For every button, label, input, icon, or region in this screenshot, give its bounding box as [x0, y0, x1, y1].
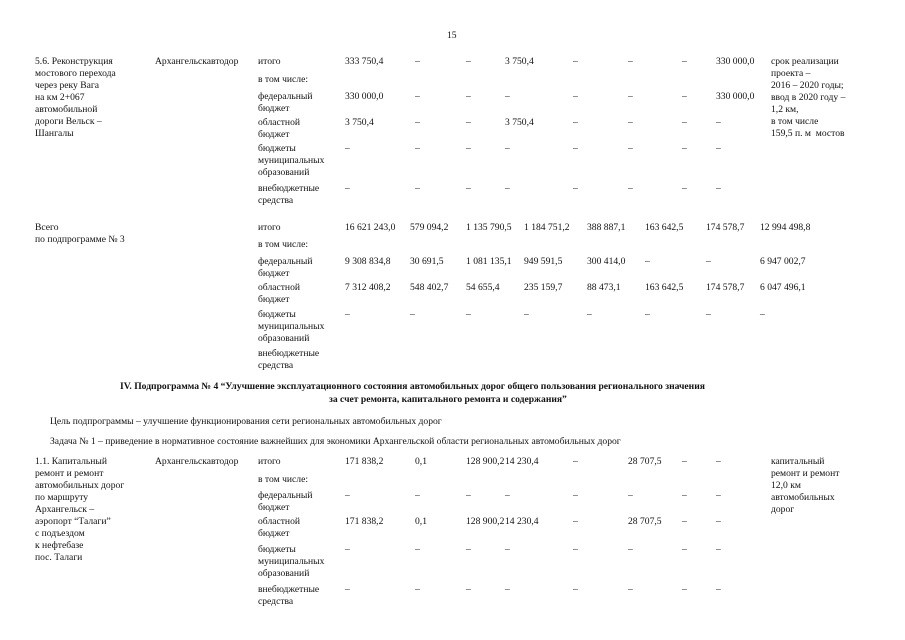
block2-row-label: итого [258, 222, 281, 233]
block2-value-cell: 1 184 751,2 [524, 222, 570, 233]
block3-value-cell: 14 230,4 [505, 456, 539, 467]
block2-value-cell: 163 642,5 [645, 222, 684, 233]
block1-value-cell: – [505, 91, 510, 102]
block3-value-cell: – [682, 516, 687, 527]
block3-value-cell: – [682, 544, 687, 555]
block1-value-cell: 330 000,0 [716, 56, 755, 67]
block3-value-cell: – [573, 584, 578, 595]
page-number: 15 [447, 30, 457, 41]
block2-value-cell: – [587, 309, 592, 320]
block2-value-cell: 7 312 408,2 [345, 282, 391, 293]
block1-value-cell: – [505, 183, 510, 194]
block1-value-cell: – [345, 183, 350, 194]
block1-row-label: внебюджетные средства [258, 183, 320, 206]
block2-value-cell: 300 414,0 [587, 256, 626, 267]
block3-value-cell: – [415, 544, 420, 555]
block1-value-cell: – [573, 56, 578, 67]
block2-value-cell: 235 159,7 [524, 282, 563, 293]
block3-value-cell: – [415, 490, 420, 501]
block1-value-cell: – [466, 143, 471, 154]
block3-row-label: итого [258, 456, 281, 467]
block2-value-cell: 174 578,7 [706, 282, 745, 293]
block3-value-cell: – [628, 584, 633, 595]
block1-value-cell: – [716, 117, 721, 128]
block2-row-label: в том числе: [258, 239, 309, 250]
block3-value-cell: – [573, 544, 578, 555]
block2-value-cell: 6 947 002,7 [760, 256, 806, 267]
block1-value-cell: – [682, 183, 687, 194]
block1-row-label: в том числе: [258, 74, 309, 85]
block2-row-label: областной бюджет [258, 282, 301, 305]
block3-value-cell: – [716, 490, 721, 501]
block1-value-cell: – [628, 143, 633, 154]
block3-value-cell: – [345, 490, 350, 501]
section-title-line1: IV. Подпрограмма № 4 “Улучшение эксплуатационного состояния автомобильных дорог общего пользования регионального значения [120, 381, 705, 392]
block2-value-cell: 1 135 790,5 [466, 222, 512, 233]
block1-value-cell: – [345, 143, 350, 154]
block3-value-cell: 128 900,2 [466, 456, 505, 467]
block3-value-cell: – [573, 490, 578, 501]
block1-value-cell: – [466, 56, 471, 67]
block3-value-cell: – [466, 544, 471, 555]
block1-value-cell: – [415, 183, 420, 194]
block1-value-cell: – [628, 91, 633, 102]
block3-value-cell: 0,1 [415, 516, 427, 527]
block2-value-cell: 1 081 135,1 [466, 256, 512, 267]
block1-measure-name: 5.6. Реконструкция мостового перехода через реку Вага на км 2+067 автомобильной дороги Вельск – Шангалы [35, 56, 116, 139]
block3-value-cell: – [628, 544, 633, 555]
block3-measure-name: 1.1. Капитальный ремонт и ремонт автомобильных дорог по маршруту Архангельск – аэропорт “Талаги” с подъездом к нефтебазе пос. Талаги [35, 456, 125, 563]
block1-value-cell: – [415, 56, 420, 67]
block1-value-cell: 333 750,4 [345, 56, 384, 67]
block3-value-cell: – [505, 544, 510, 555]
block2-value-cell: 163 642,5 [645, 282, 684, 293]
block1-value-cell: – [716, 183, 721, 194]
block1-value-cell: 330 000,0 [345, 91, 384, 102]
block2-value-cell: – [645, 256, 650, 267]
block1-value-cell: – [573, 91, 578, 102]
block1-value-cell: – [682, 56, 687, 67]
block3-result: капитальный ремонт и ремонт 12,0 км автомобильных дорог [771, 456, 840, 515]
block2-value-cell: – [706, 309, 711, 320]
block2-total-name: Всего по подпрограмме № 3 [35, 222, 125, 245]
block1-value-cell: – [628, 117, 633, 128]
block2-row-label: внебюджетные средства [258, 348, 320, 371]
block1-row-label: бюджеты муниципальных образований [258, 143, 325, 178]
block2-value-cell: 88 473,1 [587, 282, 621, 293]
block2-value-cell: 9 308 834,8 [345, 256, 391, 267]
block2-value-cell: 16 621 243,0 [345, 222, 396, 233]
block3-value-cell: – [466, 584, 471, 595]
block1-value-cell: – [415, 91, 420, 102]
block3-value-cell: 171 838,2 [345, 516, 384, 527]
block3-value-cell: – [505, 584, 510, 595]
block3-value-cell: – [682, 490, 687, 501]
block1-value-cell: – [505, 143, 510, 154]
block1-value-cell: – [682, 117, 687, 128]
block3-value-cell: – [628, 490, 633, 501]
block1-value-cell: – [415, 143, 420, 154]
block1-value-cell: 3 750,4 [345, 117, 374, 128]
block3-executor: Архангельскавтодор [155, 456, 239, 467]
block2-value-cell: 388 887,1 [587, 222, 626, 233]
subprogram-goal: Цель подпрограммы – улучшение функционирования сети региональных автомобильных дорог [50, 416, 442, 427]
block1-value-cell: – [466, 91, 471, 102]
block1-row-label: федеральный бюджет [258, 91, 313, 114]
block2-value-cell: – [524, 309, 529, 320]
block1-executor: Архангельскавтодор [155, 56, 239, 67]
block3-row-label: областной бюджет [258, 516, 301, 539]
block3-value-cell: 28 707,5 [628, 456, 662, 467]
block3-value-cell: – [573, 516, 578, 527]
block2-value-cell: – [345, 309, 350, 320]
block1-value-cell: 3 750,4 [505, 117, 534, 128]
block3-value-cell: – [505, 490, 510, 501]
block3-value-cell: – [716, 516, 721, 527]
block2-value-cell: 579 094,2 [410, 222, 449, 233]
block2-row-label: бюджеты муниципальных образований [258, 309, 325, 344]
block2-value-cell: 949 591,5 [524, 256, 563, 267]
block2-value-cell: – [410, 309, 415, 320]
block1-value-cell: – [628, 183, 633, 194]
block1-value-cell: – [573, 117, 578, 128]
block3-value-cell: – [345, 584, 350, 595]
block1-value-cell: – [682, 91, 687, 102]
block2-value-cell: – [706, 256, 711, 267]
block3-row-label: федеральный бюджет [258, 490, 313, 513]
block1-value-cell: 3 750,4 [505, 56, 534, 67]
block3-value-cell: 0,1 [415, 456, 427, 467]
block3-value-cell: 171 838,2 [345, 456, 384, 467]
block1-value-cell: – [415, 117, 420, 128]
block3-row-label: внебюджетные средства [258, 584, 320, 607]
block3-value-cell: – [415, 584, 420, 595]
block3-value-cell: 128 900,2 [466, 516, 505, 527]
block1-row-label: итого [258, 56, 281, 67]
block1-value-cell: – [573, 143, 578, 154]
block1-value-cell: 330 000,0 [716, 91, 755, 102]
block2-value-cell: 6 047 496,1 [760, 282, 806, 293]
block3-value-cell: – [716, 584, 721, 595]
block2-row-label: федеральный бюджет [258, 256, 313, 279]
block3-value-cell: 28 707,5 [628, 516, 662, 527]
block2-value-cell: 548 402,7 [410, 282, 449, 293]
block2-value-cell: – [466, 309, 471, 320]
block3-row-label: бюджеты муниципальных образований [258, 544, 325, 579]
block2-value-cell: – [760, 309, 765, 320]
block3-value-cell: – [345, 544, 350, 555]
block3-value-cell: – [682, 584, 687, 595]
subprogram-task: Задача № 1 – приведение в нормативное состояние важнейших для экономики Архангельской области региональных автомобильных дорог [50, 436, 621, 447]
block1-value-cell: – [628, 56, 633, 67]
block2-value-cell: 174 578,7 [706, 222, 745, 233]
block1-value-cell: – [573, 183, 578, 194]
section-title-line2: за счет ремонта, капитального ремонта и содержания” [329, 394, 567, 405]
block3-value-cell: – [682, 456, 687, 467]
block1-value-cell: – [466, 117, 471, 128]
block2-value-cell: 30 691,5 [410, 256, 444, 267]
block2-value-cell: 54 655,4 [466, 282, 500, 293]
block3-row-label: в том числе: [258, 474, 309, 485]
block1-row-label: областной бюджет [258, 117, 301, 140]
block3-value-cell: – [716, 544, 721, 555]
block1-value-cell: – [466, 183, 471, 194]
block1-value-cell: – [716, 143, 721, 154]
block2-value-cell: 12 994 498,8 [760, 222, 811, 233]
block3-value-cell: – [466, 490, 471, 501]
block3-value-cell: 14 230,4 [505, 516, 539, 527]
block1-value-cell: – [682, 143, 687, 154]
block3-value-cell: – [573, 456, 578, 467]
block3-value-cell: – [716, 456, 721, 467]
block2-value-cell: – [645, 309, 650, 320]
block1-result: срок реализации проекта – 2016 – 2020 годы; ввод в 2020 году – 1,2 км, в том числе 159,5 п. м мостов [771, 56, 846, 139]
